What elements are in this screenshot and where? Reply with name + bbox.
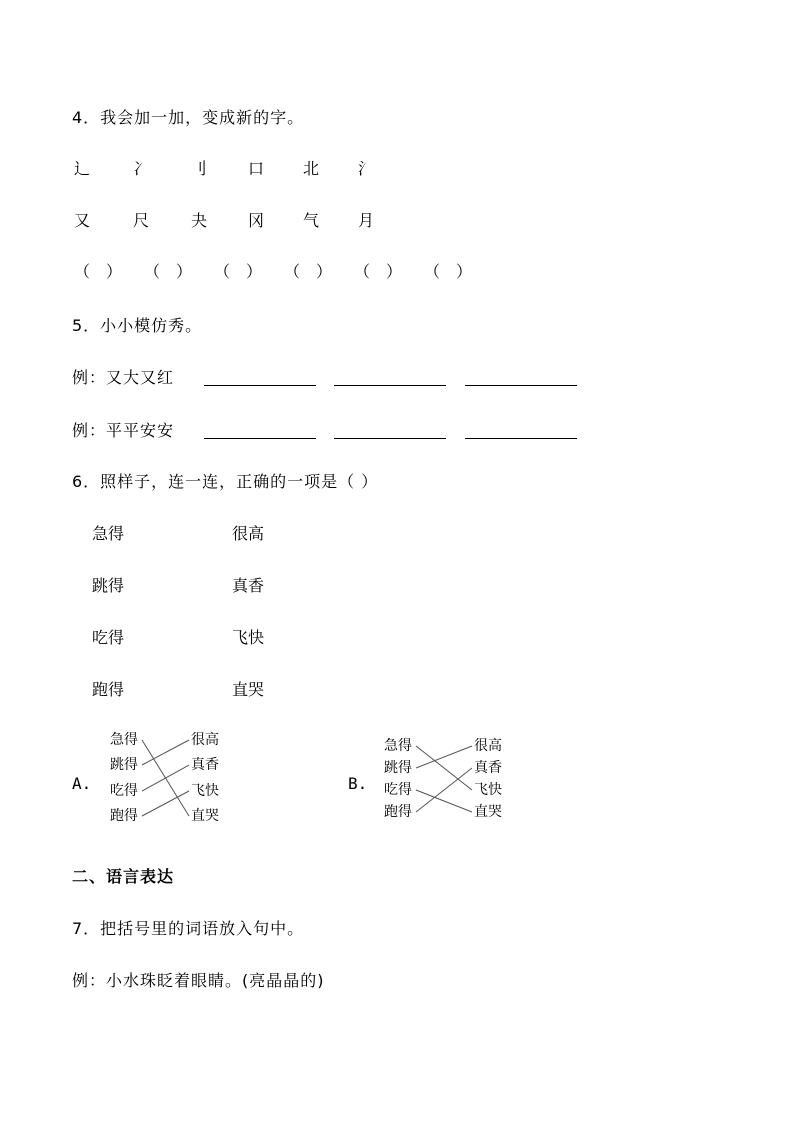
option-b-line-4 bbox=[416, 768, 472, 812]
option-b-left-2: 跳得 bbox=[384, 760, 412, 776]
option-b-right-2: 真香 bbox=[474, 760, 502, 776]
q6-right-3: 飞快 bbox=[232, 628, 265, 647]
option-b-line-3 bbox=[416, 790, 472, 812]
option-b-right-3: 飞快 bbox=[474, 782, 502, 798]
option-b-left-1: 急得 bbox=[384, 738, 412, 754]
q6-left-4: 跑得 bbox=[92, 680, 125, 699]
option-b-right-1: 很高 bbox=[474, 738, 502, 754]
paren-blank-6[interactable]: （ ） bbox=[424, 262, 473, 281]
q6-right-2: 真香 bbox=[232, 576, 265, 595]
option-b-label[interactable]: B. bbox=[348, 774, 368, 793]
radical-4: 口 bbox=[248, 159, 265, 178]
option-a-right-4: 直哭 bbox=[191, 808, 219, 824]
radical-3: 刂 bbox=[191, 159, 208, 178]
option-a-left-1: 急得 bbox=[110, 732, 138, 748]
q5-title: 5．小小模仿秀。 bbox=[72, 316, 203, 335]
q6-left-1: 急得 bbox=[92, 524, 125, 543]
option-a-right-3: 飞快 bbox=[191, 783, 219, 799]
paren-blank-3[interactable]: （ ） bbox=[214, 262, 263, 281]
option-b-line-2 bbox=[416, 746, 472, 768]
option-b-line-1 bbox=[416, 746, 472, 790]
option-b-left-4: 跑得 bbox=[384, 804, 412, 820]
option-a-left-2: 跳得 bbox=[110, 757, 138, 773]
char-1: 又 bbox=[74, 211, 91, 230]
q7-example: 例：小水珠眨着眼睛。(亮晶晶的) bbox=[72, 971, 325, 990]
option-b-right-4: 直哭 bbox=[474, 804, 502, 820]
q5-example-1: 例：又大又红 bbox=[72, 368, 175, 387]
char-6: 月 bbox=[358, 211, 375, 230]
char-2: 尺 bbox=[133, 211, 150, 230]
q7-title: 7．把括号里的词语放入句中。 bbox=[72, 919, 305, 938]
radical-6: 氵 bbox=[358, 159, 375, 178]
paren-blank-1[interactable]: （ ） bbox=[74, 262, 123, 281]
q6-left-3: 吃得 bbox=[92, 628, 125, 647]
char-3: 夬 bbox=[191, 211, 208, 230]
section-2-heading: 二、语言表达 bbox=[72, 867, 175, 886]
q6-right-1: 很高 bbox=[232, 524, 265, 543]
q6-right-4: 直哭 bbox=[232, 680, 265, 699]
paren-blank-5[interactable]: （ ） bbox=[354, 262, 403, 281]
radical-5: 北 bbox=[303, 159, 320, 178]
option-a-right-1: 很高 bbox=[191, 732, 219, 748]
q6-title: 6．照样子，连一连，正确的一项是（ ） bbox=[72, 472, 379, 491]
paren-blank-2[interactable]: （ ） bbox=[144, 262, 193, 281]
option-b-left-3: 吃得 bbox=[384, 782, 412, 798]
option-a-right-2: 真香 bbox=[191, 757, 219, 773]
q4-title: 4．我会加一加，变成新的字。 bbox=[72, 108, 305, 127]
option-a-label[interactable]: A. bbox=[72, 774, 92, 793]
paren-blank-4[interactable]: （ ） bbox=[284, 262, 333, 281]
q6-left-2: 跳得 bbox=[92, 576, 125, 595]
char-4: 冈 bbox=[248, 211, 265, 230]
option-a-left-4: 跑得 bbox=[110, 808, 138, 824]
char-5: 气 bbox=[303, 211, 320, 230]
radical-1: 辶 bbox=[74, 159, 91, 178]
option-a-left-3: 吃得 bbox=[110, 783, 138, 799]
radical-2: 冫 bbox=[133, 159, 150, 178]
q5-example-2: 例：平平安安 bbox=[72, 421, 175, 440]
